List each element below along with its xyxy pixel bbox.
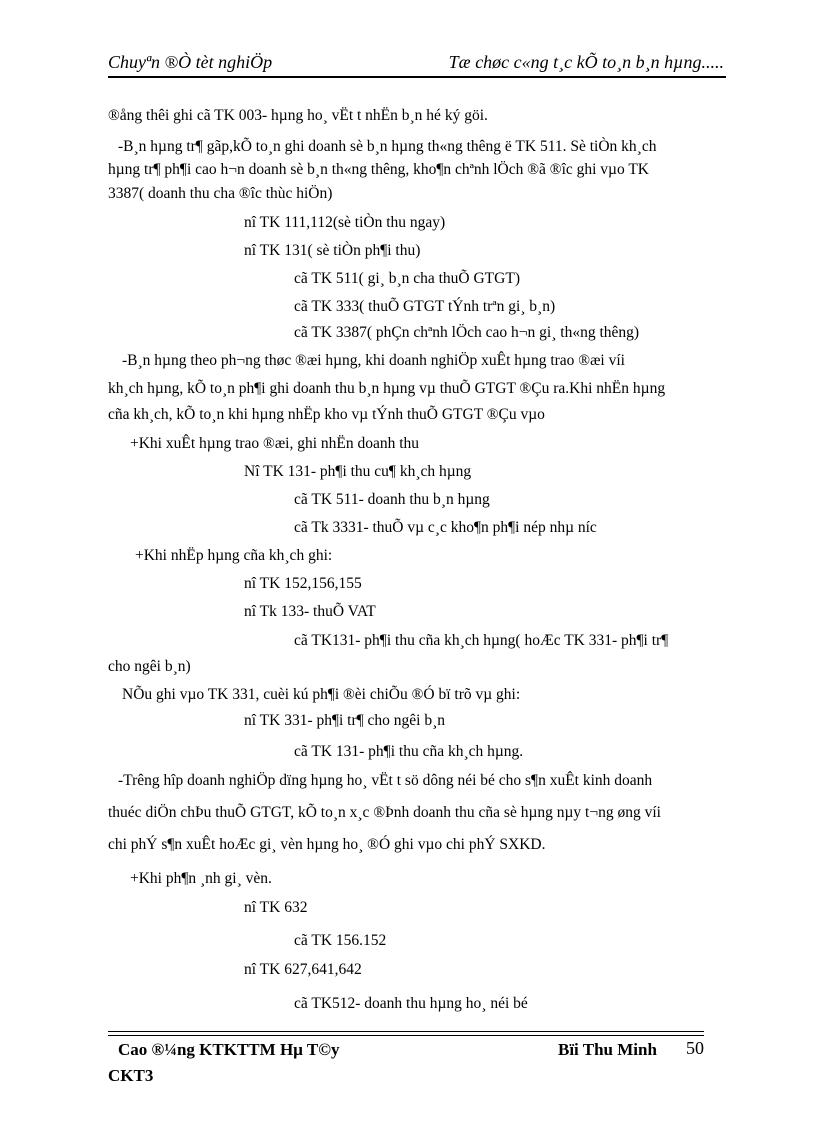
text-line: -Trêng hîp doanh nghiÖp dïng hµng ho¸ vËt t sö dông néi bé cho s¶n xuÊt kinh doanh bbox=[118, 772, 653, 789]
footer-class: CKT3 bbox=[108, 1066, 154, 1085]
footer-divider-top bbox=[108, 1031, 704, 1032]
journal-entry: cã TK 131- ph¶i thu cña kh¸ch hµng. bbox=[294, 743, 524, 760]
footer-author: Bïi Thu Minh bbox=[558, 1040, 657, 1059]
header-title-left: Chuyªn ®Ò tèt nghiÖp bbox=[108, 52, 273, 72]
page-header bbox=[108, 52, 728, 76]
journal-entry: nî TK 331- ph¶i tr¶ cho ngêi b¸n bbox=[244, 712, 446, 729]
text-line: -B¸n hµng tr¶ gãp,kÕ to¸n ghi doanh sè b¸n hµng th«ng thêng ë TK 511. Sè tiÒn kh¸ch bbox=[118, 138, 657, 155]
journal-entry: cã Tk 3331- thuÕ vµ c¸c kho¶n ph¶i nép nhµ níc bbox=[294, 519, 597, 536]
journal-entry: cã TK 3387( phÇn chªnh lÖch cao h¬n gi¸ th«ng thêng) bbox=[294, 324, 640, 341]
journal-entry: nî TK 111,112(sè tiÒn thu ngay) bbox=[244, 214, 446, 231]
text-line: +Khi ph¶n ¸nh gi¸ vèn. bbox=[130, 870, 272, 887]
text-line: kh¸ch hµng, kÕ to¸n ph¶i ghi doanh thu b¸n hµng vµ thuÕ GTGT ®Çu ra.Khi nhËn hµng bbox=[108, 380, 666, 397]
journal-entry: cã TK512- doanh thu hµng ho¸ néi bé bbox=[294, 995, 528, 1012]
page-number: 50 bbox=[686, 1038, 704, 1058]
text-line: -B¸n hµng theo ph¬ng thøc ®æi hµng, khi doanh nghiÖp xuÊt hµng trao ®æi víi bbox=[122, 352, 625, 369]
text-line: cña kh¸ch, kÕ to¸n khi hµng nhËp kho vµ tÝnh thuÕ GTGT ®Çu vµo bbox=[108, 406, 545, 423]
journal-entry: Nî TK 131- ph¶i thu cu¶ kh¸ch hµng bbox=[244, 463, 472, 480]
text-line: thuéc diÖn chÞu thuÕ GTGT, kÕ to¸n x¸c ®Þnh doanh thu cña sè hµng nµy t¬ng øng víi bbox=[108, 804, 661, 821]
journal-entry: nî TK 152,156,155 bbox=[244, 575, 362, 592]
text-line: chi phÝ s¶n xuÊt hoÆc gi¸ vèn hµng ho¸ ®Ó ghi vµo chi phÝ SXKD. bbox=[108, 836, 546, 853]
journal-entry: cã TK 511- doanh thu b¸n hµng bbox=[294, 491, 490, 508]
journal-entry: nî TK 627,641,642 bbox=[244, 961, 362, 978]
journal-entry: cã TK 511( gi¸ b¸n cha thuÕ GTGT) bbox=[294, 270, 520, 287]
text-line: +Khi xuÊt hµng trao ®æi, ghi nhËn doanh thu bbox=[130, 435, 420, 452]
header-title-right: Tæ chøc c«ng t¸c kÕ to¸n b¸n hµng..... bbox=[448, 52, 724, 72]
footer-divider-bottom bbox=[108, 1035, 704, 1036]
text-line: NÕu ghi vµo TK 331, cuèi kú ph¶i ®èi chiÕu ®Ó bï trõ vµ ghi: bbox=[122, 686, 521, 703]
journal-entry: nî TK 632 bbox=[244, 899, 308, 916]
text-line: cho ngêi b¸n) bbox=[108, 658, 191, 675]
text-line: ®ång thêi ghi cã TK 003- hµng ho¸ vËt t nhËn b¸n hé ký göi. bbox=[108, 107, 488, 124]
text-line: 3387( doanh thu cha ®îc thùc hiÖn) bbox=[108, 185, 333, 202]
footer-school: Cao ®¼ng KTKTTM Hµ T©y bbox=[118, 1040, 340, 1059]
journal-entry: cã TK 333( thuÕ GTGT tÝnh trªn gi¸ b¸n) bbox=[294, 298, 556, 315]
header-divider bbox=[108, 76, 726, 78]
journal-entry: cã TK131- ph¶i thu cña kh¸ch hµng( hoÆc TK 331- ph¶i tr¶ bbox=[294, 632, 669, 649]
text-line: +Khi nhËp hµng cña kh¸ch ghi: bbox=[135, 547, 333, 564]
journal-entry: cã TK 156.152 bbox=[294, 932, 387, 949]
journal-entry: nî Tk 133- thuÕ VAT bbox=[244, 603, 376, 620]
text-line: hµng tr¶ ph¶i cao h¬n doanh sè b¸n th«ng thêng, kho¶n chªnh lÖch ®ã ®îc ghi vµo TK bbox=[108, 161, 649, 178]
journal-entry: nî TK 131( sè tiÒn ph¶i thu) bbox=[244, 242, 421, 259]
